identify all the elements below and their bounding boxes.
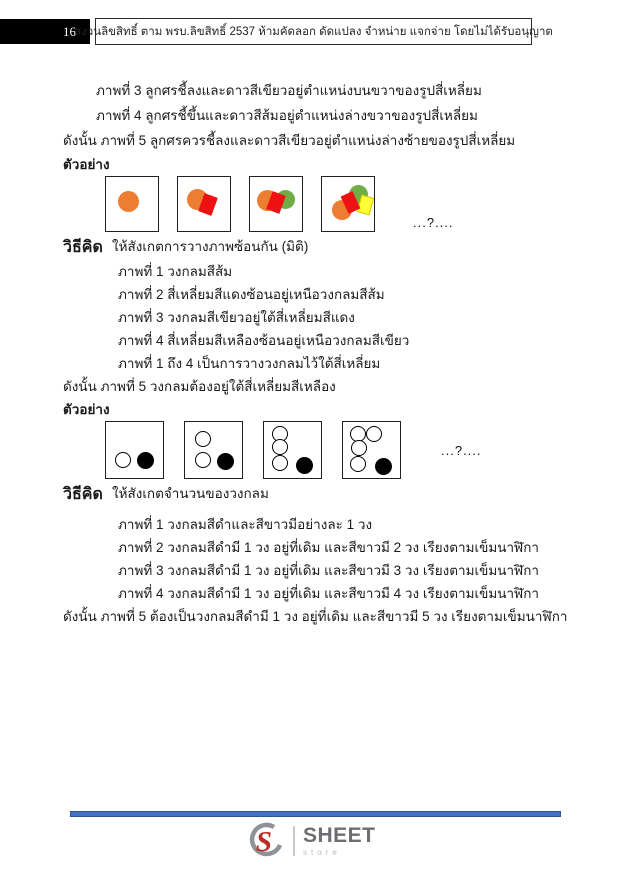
sheet-store-logo [0,822,621,860]
example2-conclusion: ดังนั้น ภาพที่ 5 ต้องเป็นวงกลมสีดำมี 1 วง อยู่ที่เดิม และสีขาวมี 5 วง เรียงตามเข็มนาฬิกา [63,609,568,624]
method-step: ภาพที่ 2 วงกลมสีดำมี 1 วง อยู่ที่เดิม และสีขาวมี 2 วง เรียงตามเข็มนาฬิกา [118,540,540,555]
example-box [184,421,243,479]
question-placeholder: ...?.... [413,215,454,230]
logo-letter: S [256,826,273,858]
orange-circle [118,191,139,212]
white-circle [195,452,211,468]
white-circle [272,455,288,471]
example1-conclusion: ดังนั้น ภาพที่ 5 วงกลมต้องอยู่ใต้สี่เหลี่ยมสีเหลือง [63,379,336,394]
brand-name: SHEET [302,824,376,847]
black-circle [137,452,154,469]
method-text: ให้สังเกตการวางภาพซ้อนกัน (มิติ) [112,239,309,254]
example-box [105,176,159,232]
method-step: ภาพที่ 1 วงกลมสีดำและสีขาวมีอย่างละ 1 วง [118,517,373,532]
previous-example-conclusion [63,78,583,153]
logo-divider [293,826,295,856]
example-box [177,176,231,232]
example1-label: ตัวอย่าง [63,157,110,172]
example1-figure-row [105,176,583,232]
white-circle [195,431,211,447]
white-circle [272,439,288,455]
brand-subtitle: store [302,848,341,857]
page-number: 16 [63,23,76,39]
body-line: ดังนั้น ภาพที่ 5 ลูกศรควรชี้ลงและดาวสีเขียวอยู่ตำแหน่งล่างซ้ายของรูปสี่เหลี่ยม [63,133,516,148]
example1-method-line [63,235,583,260]
method-step: ภาพที่ 2 สี่เหลี่ยมสีแดงซ้อนอยู่เหนือวงกลมสีส้ม [118,287,385,302]
method-text: ให้สังเกตจำนวนของวงกลม [112,486,269,501]
sheet-store-logo-icon [245,822,285,860]
example2-method-line [63,482,583,507]
body-line: ภาพที่ 3 ลูกศรชี้ลงและดาวสีเขียวอยู่ตำแหน่งบนขวาของรูปสี่เหลี่ยม [96,83,482,98]
document-body [63,78,583,628]
copyright-notice-box [74,18,553,45]
method-step: ภาพที่ 3 วงกลมสีเขียวอยู่ใต้สี่เหลี่ยมสีแดง [118,310,355,325]
logo-text [303,825,376,857]
method-step: ภาพที่ 4 วงกลมสีดำมี 1 วง อยู่ที่เดิม และสีขาวมี 4 วง เรียงตามเข็มนาฬิกา [118,586,540,601]
method-step: ภาพที่ 1 วงกลมสีส้ม [118,264,233,279]
method-label: วิธีคิด [63,239,103,256]
black-circle [296,457,313,474]
white-circle [115,452,131,468]
body-line: ภาพที่ 4 ลูกศรชี้ขึ้นและดาวสีส้มอยู่ตำแหน่งล่างขวาของรูปสี่เหลี่ยม [96,108,478,123]
example-box [105,421,164,479]
example-box [321,176,375,232]
example-box [249,176,303,232]
method-step: ภาพที่ 1 ถึง 4 เป็นการวางวงกลมไว้ใต้สี่เหลี่ยม [118,356,381,371]
white-circle [366,426,382,442]
black-circle [375,458,392,475]
method-label: วิธีคิด [63,486,103,503]
black-circle [217,453,234,470]
example2-label: ตัวอย่าง [63,402,110,417]
example-box [342,421,401,479]
example2-figure-row [105,421,583,479]
white-circle [350,456,366,472]
footer-divider [70,811,561,817]
example-box [263,421,322,479]
method-step: ภาพที่ 3 วงกลมสีดำมี 1 วง อยู่ที่เดิม และสีขาวมี 3 วง เรียงตามเข็มนาฬิกา [118,563,540,578]
method-step: ภาพที่ 4 สี่เหลี่ยมสีเหลืองซ้อนอยู่เหนือวงกลมสีเขียว [118,333,410,348]
white-circle [351,440,367,456]
question-placeholder: ...?.... [441,442,482,458]
copyright-text: สงวนลิขสิทธิ์ ตาม พรบ.ลิขสิทธิ์ 2537 ห้ามคัดลอก ดัดแปลง จำหน่าย แจกจ่าย โดยไม่ได้รับอนุญาต [74,25,553,38]
